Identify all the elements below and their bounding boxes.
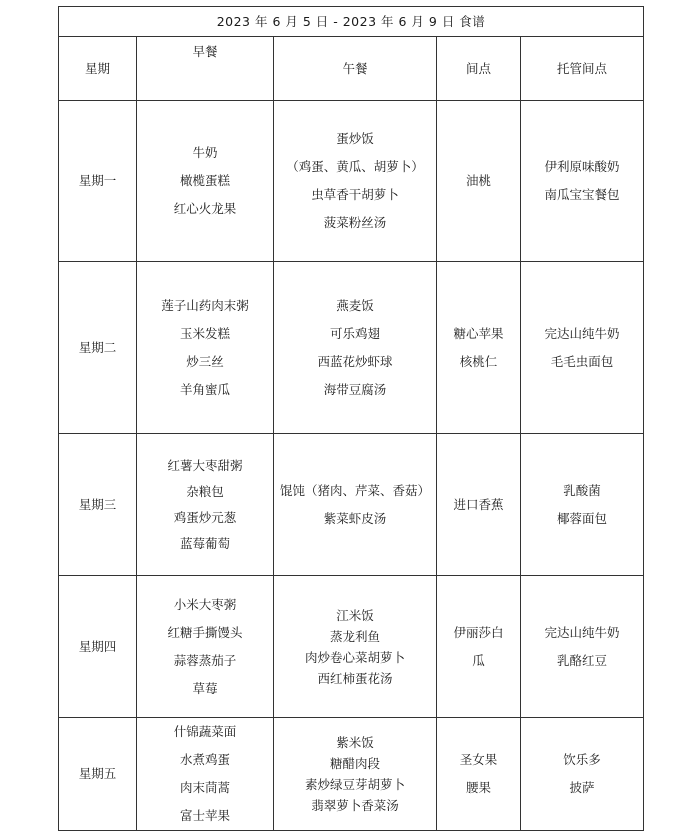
dish-item: 紫菜虾皮汤 xyxy=(323,510,387,526)
table-row xyxy=(59,434,644,576)
dish-item: 红薯大枣甜粥 xyxy=(167,457,243,473)
dish-item: 海带豆腐汤 xyxy=(323,381,387,397)
dish-item: 素炒绿豆芽胡萝卜 xyxy=(304,777,405,792)
dish-item: 披萨 xyxy=(569,780,595,795)
dish-item: 南瓜宝宝餐包 xyxy=(544,187,620,202)
breakfast-cell xyxy=(137,576,274,718)
header-row xyxy=(59,37,644,101)
dish-item: 杂粮包 xyxy=(186,483,224,499)
header-aftercare: 托管间点 xyxy=(521,37,644,101)
table-row xyxy=(59,262,644,434)
dish-item: 饮乐多 xyxy=(563,752,601,767)
dish-item: 伊丽莎白 xyxy=(453,624,504,640)
table-row xyxy=(59,718,644,831)
header-day: 星期 xyxy=(59,37,137,101)
dish-item: 馄饨（猪肉、芹菜、香菇） xyxy=(279,482,430,498)
breakfast-cell xyxy=(137,718,274,831)
dish-item: 水煮鸡蛋 xyxy=(179,752,230,767)
dish-item: 草莓 xyxy=(192,680,218,696)
dish-item: 虫草香干胡萝卜 xyxy=(311,187,399,202)
dish-item: 翡翠萝卜香菜汤 xyxy=(311,798,399,813)
dish-item: 羊角蜜瓜 xyxy=(179,381,230,397)
dish-item: 富士苹果 xyxy=(179,808,230,823)
dish-item: 完达山纯牛奶 xyxy=(544,624,620,640)
dish-item: 伊利原味酸奶 xyxy=(544,159,620,174)
dish-item: 蒸龙利鱼 xyxy=(329,628,380,644)
table-row xyxy=(59,101,644,262)
dish-item: 玉米发糕 xyxy=(179,325,230,341)
dish-item: 乳酸菌 xyxy=(563,482,601,498)
day-cell: 星期四 xyxy=(59,576,137,718)
dish-item: 江米饭 xyxy=(336,607,374,623)
day-cell: 星期一 xyxy=(59,101,137,262)
snack-cell xyxy=(437,576,521,718)
table-row xyxy=(59,576,644,718)
dish-item: 红心火龙果 xyxy=(173,201,237,216)
dish-item: 核桃仁 xyxy=(459,353,498,369)
dish-item: 蒜蓉蒸茄子 xyxy=(173,652,237,668)
dish-item: （鸡蛋、黄瓜、胡萝卜） xyxy=(286,159,424,174)
aftercare-cell xyxy=(521,262,644,434)
aftercare-cell xyxy=(521,718,644,831)
snack-cell xyxy=(437,434,521,576)
day-cell: 星期五 xyxy=(59,718,137,831)
dish-item: 瓜 xyxy=(472,652,485,668)
lunch-cell xyxy=(274,101,437,262)
dish-item: 牛奶 xyxy=(192,145,218,160)
dish-item: 鸡蛋炒元葱 xyxy=(173,509,237,525)
title-row xyxy=(59,7,644,37)
dish-item: 橄榄蛋糕 xyxy=(179,173,230,188)
lunch-cell xyxy=(274,718,437,831)
lunch-cell xyxy=(274,576,437,718)
snack-cell xyxy=(437,101,521,262)
day-cell: 星期二 xyxy=(59,262,137,434)
dish-item: 什锦蔬菜面 xyxy=(173,724,237,739)
dish-item: 腰果 xyxy=(465,780,491,795)
breakfast-cell xyxy=(137,101,274,262)
dish-item: 可乐鸡翅 xyxy=(329,325,380,341)
dish-item: 毛毛虫面包 xyxy=(550,353,614,369)
dish-item: 炒三丝 xyxy=(186,353,224,369)
menu-table xyxy=(58,6,644,831)
snack-cell xyxy=(437,718,521,831)
header-lunch: 午餐 xyxy=(274,37,437,101)
aftercare-cell xyxy=(521,576,644,718)
dish-item: 莲子山药肉末粥 xyxy=(161,297,249,313)
snack-cell xyxy=(437,262,521,434)
dish-item: 进口香蕉 xyxy=(453,496,504,512)
aftercare-cell xyxy=(521,101,644,262)
dish-item: 肉末茼蒿 xyxy=(179,780,230,795)
lunch-cell xyxy=(274,262,437,434)
header-snack: 间点 xyxy=(437,37,521,101)
dish-item: 肉炒卷心菜胡萝卜 xyxy=(304,649,405,665)
dish-item: 蓝莓葡萄 xyxy=(179,535,230,551)
day-cell: 星期三 xyxy=(59,434,137,576)
lunch-cell xyxy=(274,434,437,576)
dish-item: 燕麦饭 xyxy=(336,297,374,313)
aftercare-cell xyxy=(521,434,644,576)
dish-item: 红糖手撕馒头 xyxy=(167,624,243,640)
dish-item: 蛋炒饭 xyxy=(336,131,374,146)
dish-item: 完达山纯牛奶 xyxy=(544,325,620,341)
header-breakfast: 早餐 xyxy=(137,37,274,101)
dish-item: 西红柿蛋花汤 xyxy=(317,670,393,686)
dish-item: 圣女果 xyxy=(459,752,498,767)
dish-item: 椰蓉面包 xyxy=(556,510,607,526)
dish-item: 菠菜粉丝汤 xyxy=(323,215,387,230)
dish-item: 西蓝花炒虾球 xyxy=(317,353,393,369)
dish-item: 乳酪红豆 xyxy=(556,652,607,668)
dish-item: 小米大枣粥 xyxy=(173,596,237,612)
menu-title: 2023 年 6 月 5 日 - 2023 年 6 月 9 日 食谱 xyxy=(59,7,644,37)
dish-item: 紫米饭 xyxy=(336,735,374,750)
breakfast-cell xyxy=(137,262,274,434)
dish-item: 油桃 xyxy=(465,173,491,188)
dish-item: 糖醋肉段 xyxy=(329,756,380,771)
dish-item: 糖心苹果 xyxy=(453,325,504,341)
breakfast-cell xyxy=(137,434,274,576)
